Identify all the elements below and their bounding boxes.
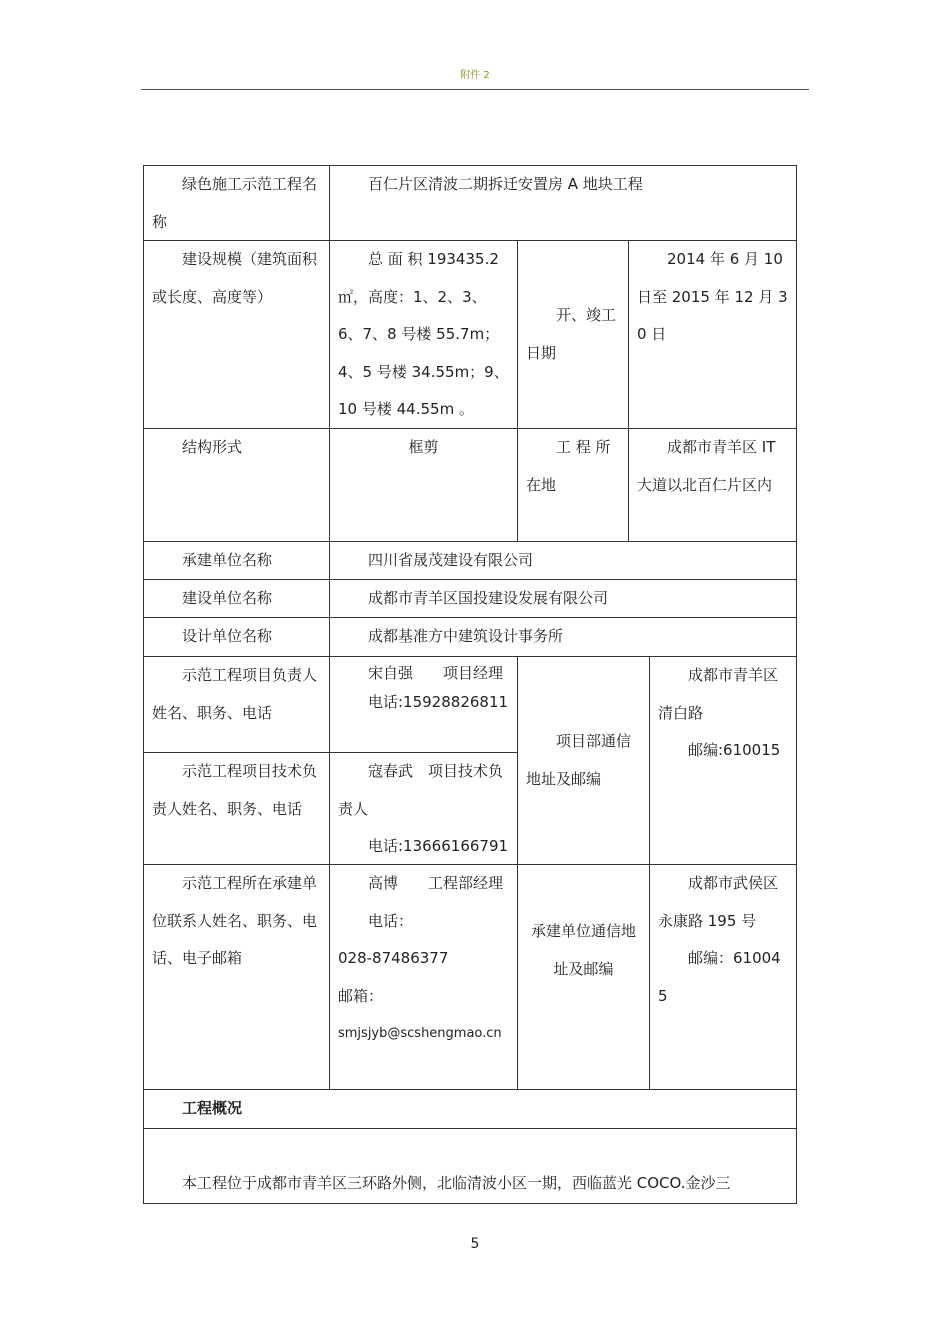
location-value: 成都市青羊区 IT 大道以北百仁片区内 (637, 438, 776, 494)
overview-heading: 工程概况 (182, 1099, 243, 1117)
tech-value-cell (329, 752, 518, 865)
company-addr-value-cell (649, 864, 797, 1090)
structure-label-cell (143, 428, 330, 542)
project-name-value: 百仁片区清波二期拆迁安置房 A 地块工程 (368, 175, 643, 193)
contact-value-cell (329, 864, 518, 1090)
structure-value: 框剪 (408, 438, 439, 456)
tech-label: 示范工程项目技术负责人姓名、职务、电话 (152, 762, 318, 818)
dates-label-cell (517, 240, 629, 429)
contact-name-title: 高博 工程部经理 (368, 874, 504, 892)
structure-label: 结构形式 (182, 438, 243, 456)
contact-label: 示范工程所在承建单位联系人姓名、职务、电话、电子邮箱 (152, 874, 318, 967)
contractor-label: 承建单位名称 (182, 551, 273, 569)
pm-label: 示范工程项目负责人姓名、职务、电话 (152, 666, 318, 722)
project-name-label-cell (143, 165, 330, 241)
contractor-value: 四川省晟茂建设有限公司 (368, 551, 534, 569)
builder-label: 建设单位名称 (182, 589, 273, 607)
contact-label-cell (143, 864, 330, 1090)
pm-label-cell (143, 656, 330, 753)
company-addr-postcode: 邮编：610045 (658, 949, 781, 1005)
dept-addr-address: 成都市青羊区清白路 (658, 666, 779, 722)
builder-label-cell (143, 579, 330, 618)
overview-text: 本工程位于成都市青羊区三环路外侧，北临清波小区一期，西临蓝光 COCO.金沙三 (182, 1174, 731, 1192)
designer-label-cell (143, 617, 330, 657)
builder-value: 成都市青羊区国投建设发展有限公司 (368, 589, 609, 607)
dept-addr-label: 项目部通信地址及邮编 (526, 732, 632, 788)
tech-label-cell (143, 752, 330, 865)
header-rule (141, 89, 809, 90)
designer-value-cell (329, 617, 797, 657)
scale-value-cell (329, 240, 518, 429)
location-label: 工 程 所 在地 (526, 438, 611, 494)
pm-value-cell (329, 656, 518, 753)
contact-email: smjsjyb@scshengmao.cn (338, 1026, 502, 1041)
pm-name-title: 宋自强 项目经理 (368, 664, 504, 682)
scale-label-cell (143, 240, 330, 429)
tech-name-title: 寇春武 项目技术负责人 (338, 762, 504, 818)
contact-phone: 028-87486377 (338, 949, 449, 967)
structure-value-cell (329, 428, 518, 542)
company-addr-label: 承建单位通信地址及邮编 (530, 922, 636, 978)
tech-phone: 电话:13666166791 (368, 837, 509, 855)
builder-value-cell (329, 579, 797, 618)
contact-email-label: 邮箱： (338, 986, 384, 1005)
scale-value: 总 面 积 193435.2 ㎡，高度：1、2、3、6、7、8 号楼 55.7m；4、5 号楼 34.55m；9、10 号楼 44.55m 。 (338, 250, 509, 418)
scale-label: 建设规模（建筑面积或长度、高度等） (152, 250, 318, 306)
contact-phone-label: 电话： (368, 911, 414, 930)
location-label-cell (517, 428, 629, 542)
project-name-label: 绿色施工示范工程名称 (152, 175, 318, 231)
contractor-label-cell (143, 541, 330, 580)
attachment-label: 附件 2 (460, 70, 490, 81)
location-value-cell (628, 428, 797, 542)
overview-text-cell (143, 1128, 797, 1204)
dept-addr-value-cell (649, 656, 797, 865)
dept-addr-label-cell (517, 656, 650, 865)
dates-value: 2014 年 6 月 10 日至 2015 年 12 月 30 日 (637, 250, 788, 343)
dates-label: 开、竣工日期 (526, 306, 617, 362)
project-name-value-cell (329, 165, 797, 241)
pm-phone: 电话:15928826811 (368, 693, 509, 711)
overview-heading-cell (143, 1089, 797, 1129)
contractor-value-cell (329, 541, 797, 580)
company-addr-label-cell (517, 864, 650, 1090)
designer-label: 设计单位名称 (182, 627, 273, 645)
page-number: 5 (470, 1236, 480, 1252)
dept-addr-postcode: 邮编:610015 (688, 741, 781, 759)
dates-value-cell (628, 240, 797, 429)
designer-value: 成都基准方中建筑设计事务所 (368, 627, 564, 645)
company-addr-address: 成都市武侯区永康路 195 号 (658, 874, 779, 930)
